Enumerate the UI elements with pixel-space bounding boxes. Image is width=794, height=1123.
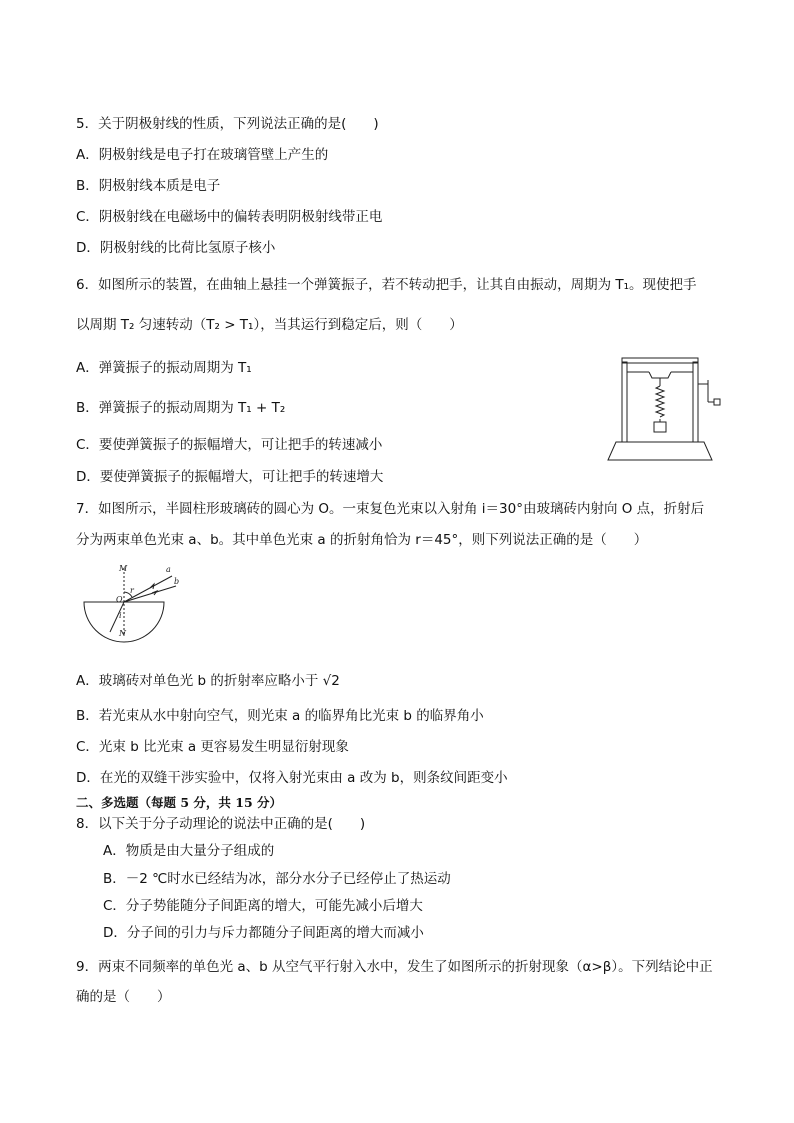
q9-stem-line1: 9．两束不同频率的单色光 a、b 从空气平行射入水中，发生了如图所示的折射现象（α>β）。下列结论中正 xyxy=(76,959,713,975)
label-N: N xyxy=(119,629,126,638)
spring-oscillator-figure xyxy=(604,354,724,466)
q5-stem: 5．关于阴极射线的性质，下列说法正确的是( ) xyxy=(76,116,379,132)
q6-option-c: C．要使弹簧振子的振幅增大，可让把手的转速减小 xyxy=(76,437,383,453)
q7-option-d: D．在光的双缝干涉实验中，仅将入射光束由 a 改为 b，则条纹间距变小 xyxy=(76,770,508,786)
label-O: O xyxy=(116,595,123,604)
q7-option-b: B．若光束从水中射向空气，则光束 a 的临界角比光束 b 的临界角小 xyxy=(76,708,484,724)
glass-brick-figure xyxy=(80,562,190,648)
q5-option-b: B．阴极射线本质是电子 xyxy=(76,178,221,194)
label-a: a xyxy=(166,565,171,574)
q7-option-a: A．玻璃砖对单色光 b 的折射率应略小于 √2 xyxy=(76,673,340,689)
label-i: i xyxy=(119,611,122,620)
q8-option-d: D．分子间的引力与斥力都随分子间距离的增大而减小 xyxy=(103,925,424,941)
q6-option-a: A．弹簧振子的振动周期为 T₁ xyxy=(76,360,252,376)
q6-option-b: B．弹簧振子的振动周期为 T₁ + T₂ xyxy=(76,400,286,416)
q5-option-c: C．阴极射线在电磁场中的偏转表明阴极射线带正电 xyxy=(76,209,383,225)
q7-stem-line2: 分为两束单色光束 a、b。其中单色光束 a 的折射角恰为 r＝45°，则下列说法正确的是（ ） xyxy=(76,532,648,548)
q8-option-a: A．物质是由大量分子组成的 xyxy=(103,843,275,859)
q7-option-c: C．光束 b 比光束 a 更容易发生明显衍射现象 xyxy=(76,739,349,755)
q8-option-b: B．－2 ℃时水已经结为冰，部分水分子已经停止了热运动 xyxy=(103,871,451,887)
q8-stem: 8．以下关于分子动理论的说法中正确的是( ) xyxy=(76,816,366,832)
q7-stem-line1: 7．如图所示，半圆柱形玻璃砖的圆心为 O。一束复色光束以入射角 i＝30°由玻璃砖内射向 O 点，折射后 xyxy=(76,501,705,517)
label-M: M xyxy=(119,564,128,573)
label-r: r xyxy=(130,586,134,595)
q8-option-c: C．分子势能随分子间距离的增大，可能先减小后增大 xyxy=(103,898,423,914)
q9-stem-line2: 确的是（ ） xyxy=(76,989,171,1005)
label-b: b xyxy=(174,577,180,586)
q6-option-d: D．要使弹簧振子的振幅增大，可让把手的转速增大 xyxy=(76,469,384,485)
q6-stem-line1: 6．如图所示的装置，在曲轴上悬挂一个弹簧振子，若不转动把手，让其自由振动，周期为 T₁。现使把手 xyxy=(76,277,697,293)
section-heading: 二、多选题（每题 5 分，共 15 分） xyxy=(76,795,283,810)
q5-option-a: A．阴极射线是电子打在玻璃管壁上产生的 xyxy=(76,147,329,163)
q6-stem-line2: 以周期 T₂ 匀速转动（T₂ > T₁），当其运行到稳定后，则（ ） xyxy=(76,317,463,333)
q5-option-d: D．阴极射线的比荷比氢原子核小 xyxy=(76,240,276,256)
